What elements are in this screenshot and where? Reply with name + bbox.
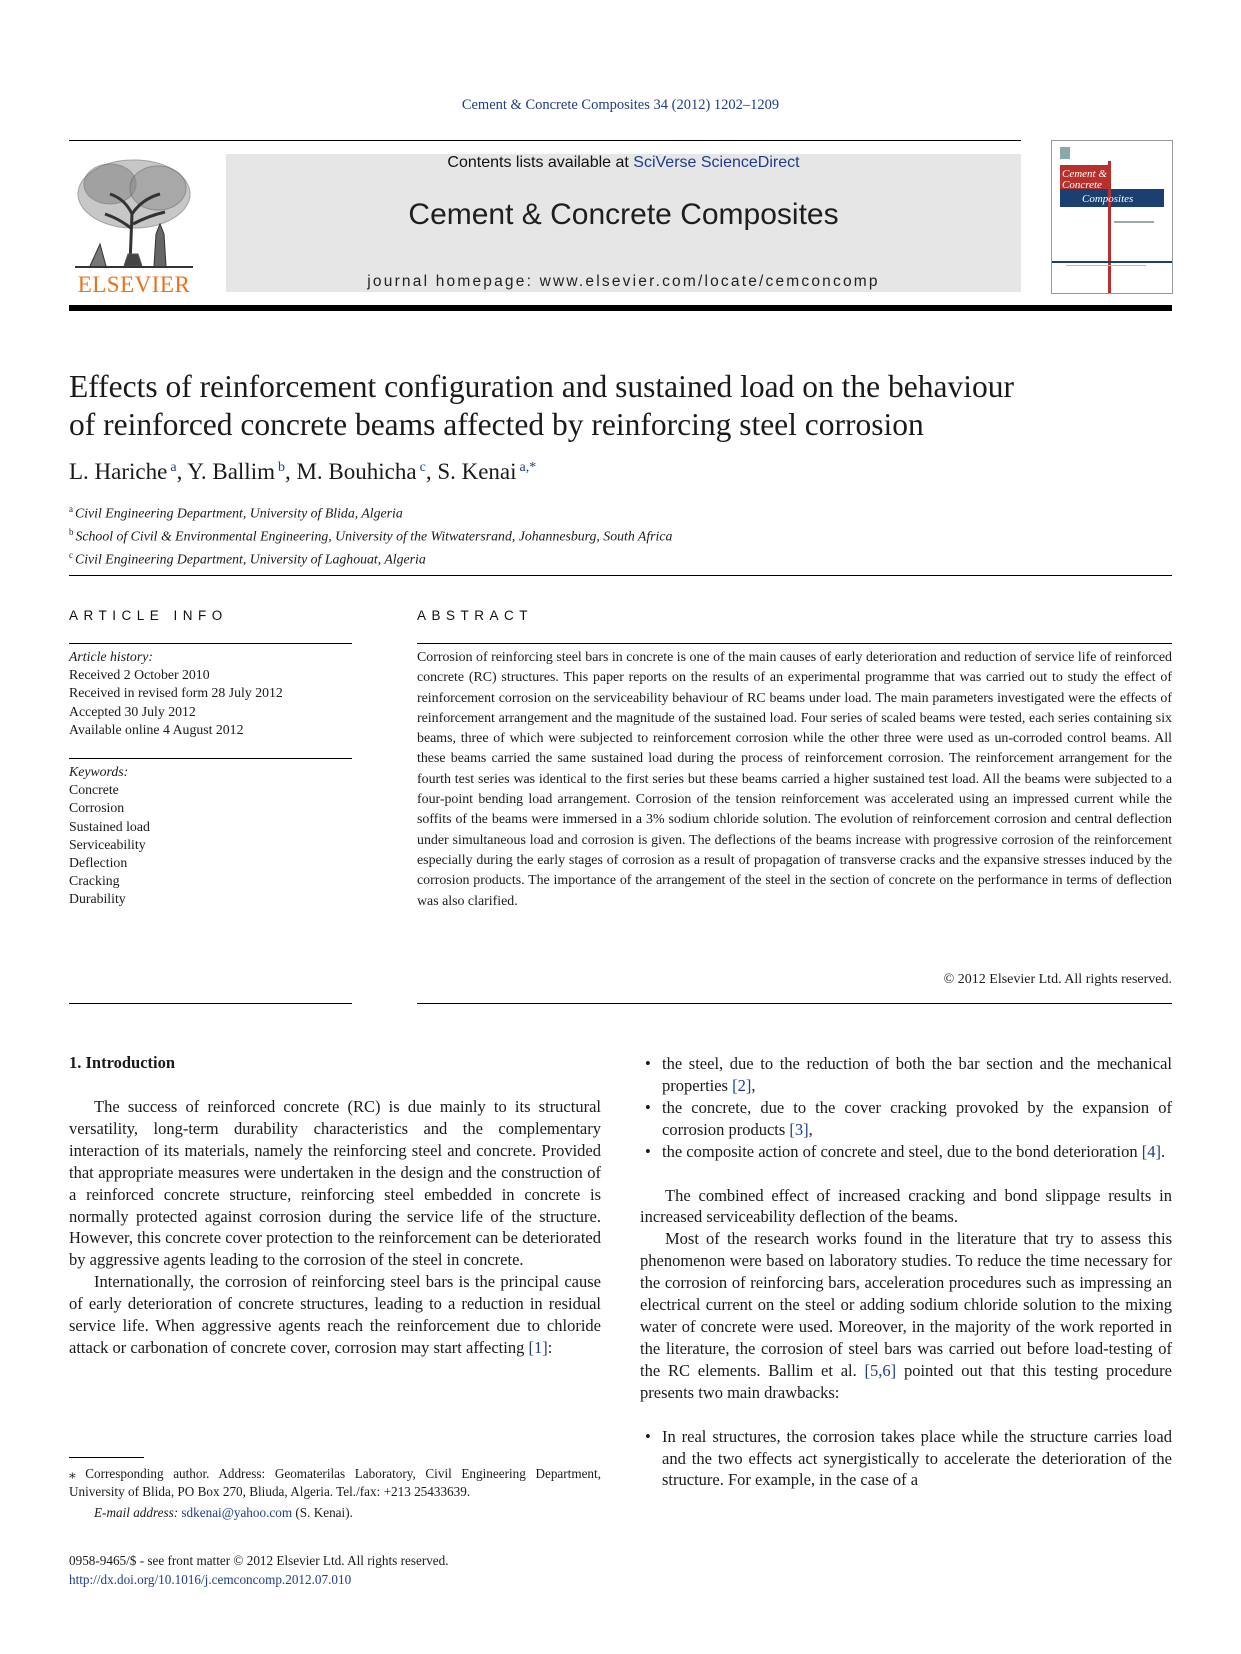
bullet-text: the composite action of concrete and steel, due to the bond deterioration xyxy=(662,1141,1142,1161)
affiliation-list xyxy=(69,500,672,569)
contents-prefix: Contents lists available at xyxy=(447,154,634,171)
bullet-list xyxy=(640,1426,1172,1492)
affiliation-item xyxy=(69,500,672,523)
contents-available-line xyxy=(226,154,1021,172)
body-paragraph: The success of reinforced concrete (RC) is due mainly to its structural versatility, long-term durability characteristics and the complementary interaction of its materials, namely the reinforcing steel and concrete. Provided that appropriate measures were undertaken in the design and the construction of a reinforced concrete structure, reinforcing steel embedded in concrete is normally protected against corrosion during the service life of the structure. However, this concrete cover protection to the reinforcement can be deteriorated by aggressive agents leading to the corrosion of the steel in concrete. xyxy=(69,1097,601,1270)
title-line-2: of reinforced concrete beams affected by reinforcing steel corrosion xyxy=(69,407,924,442)
paragraph-text: pointed out that this testing procedure presents two main drawbacks: xyxy=(640,1360,1172,1402)
author-name: S. Kenai xyxy=(437,459,517,484)
abstract-body: Corrosion of reinforcing steel bars in concrete is one of the main causes of early deterioration and reduction of service life of reinforced concrete (RC) structures. This paper reports on the results of an experimental programme that was carried out to study the effect of reinforcement corrosion on the serviceability behaviour of RC beams under load. The main parameters investigated were the effects of reinforcement arrangement and the magnitude of the sustained load. Four series of scaled beams were tested, each series containing six beams, three of which were subjected to reinforcement corrosion while the other three were used as un-corroded control beams. All these beams carried the same sustained load during the process of reinforcement corrosion. The reinforcement arrangement for the fourth test series was identical to the first series but these beams carried a higher sustained test load. All the beams were subjected to a four-point bending load arrangement. Corrosion of the tension reinforcement was accelerated using an impressed current while the soffits of the beams were immersed in a 3% sodium chloride solution. The evolution of reinforcement corrosion and central deflection under simultaneous load and corrosion is given. The deflections of the beams increase with progressive corrosion of the reinforcement especially during the early stages of corrosion as a result of propagation of transverse cracks and the expansive stresses induced by the corrosion products. The importance of the arrangement of the steel in the section of concrete on the performance in terms of deflection was also clarified. xyxy=(417,650,1172,909)
author-separator: , xyxy=(284,459,297,484)
author-name: L. Hariche xyxy=(69,459,168,484)
body-right-column xyxy=(640,1053,1172,1491)
issn-block xyxy=(69,1552,449,1589)
bullet-item xyxy=(640,1097,1172,1141)
bullet-item xyxy=(640,1141,1172,1163)
paragraph-text: : xyxy=(547,1337,553,1357)
affiliation-item xyxy=(69,523,672,546)
keywords-list xyxy=(69,763,150,909)
keyword-item: Sustained load xyxy=(69,818,150,834)
bullet-text: . xyxy=(1160,1141,1166,1161)
email-line xyxy=(69,1504,601,1522)
reference-link[interactable]: [4] xyxy=(1141,1141,1161,1161)
bullet-text: the concrete, due to the cover cracking provoked by the expansion of corrosion products xyxy=(662,1097,1172,1139)
keyword-item: Deflection xyxy=(69,855,128,871)
history-item: Accepted 30 July 2012 xyxy=(69,703,196,719)
sciencedirect-link[interactable]: SciVerse ScienceDirect xyxy=(633,154,800,171)
cover-artwork-icon xyxy=(1052,141,1172,293)
keyword-item: Corrosion xyxy=(69,800,125,816)
article-history xyxy=(69,648,283,739)
author-separator: , xyxy=(176,459,188,484)
author-affiliation-link[interactable]: c xyxy=(419,460,426,475)
corresponding-author-footnote xyxy=(69,1465,601,1523)
affiliation-marker: a xyxy=(69,504,73,514)
history-label: Article history: xyxy=(69,649,153,664)
journal-cover-thumbnail xyxy=(1051,140,1173,294)
abstract-copyright: © 2012 Elsevier Ltd. All rights reserved. xyxy=(943,972,1172,987)
body-paragraph: The combined effect of increased cracking and bond slippage results in increased serviceability deflection of the beams. xyxy=(640,1185,1172,1227)
bullet-text: , xyxy=(751,1075,756,1095)
body-paragraph xyxy=(640,1228,1172,1403)
reference-link[interactable]: [3] xyxy=(789,1119,809,1139)
affiliation-text: Civil Engineering Department, University of Laghouat, Algeria xyxy=(75,551,426,567)
elsevier-wordmark: ELSEVIER xyxy=(77,272,191,297)
cover-title-line-3: Composites xyxy=(1082,193,1134,205)
header-top-rule xyxy=(69,140,1021,141)
section-rule xyxy=(69,575,1172,576)
keyword-item: Durability xyxy=(69,891,126,907)
author-affiliation-link[interactable]: b xyxy=(277,460,285,475)
footnote-rule xyxy=(69,1457,144,1458)
reference-link[interactable]: [5,6] xyxy=(864,1360,897,1380)
info-rule xyxy=(69,643,352,644)
bullet-list xyxy=(640,1053,1172,1163)
paragraph-text: Most of the research works found in the literature that try to assess this phenomenon were based on laboratory studies. To reduce the time necessary for the corrosion of reinforcing bars, acceleration procedures such as impressing an electrical current on the steel or adding sodium chloride solution to the mixing water of concrete were used. Moreover, in the majority of the work reported in the literature, the corrosion of steel bars was carried out before load-testing of the RC elements. Ballim et al. xyxy=(640,1229,1172,1380)
author-affiliation-link[interactable]: a xyxy=(170,460,177,475)
article-info-heading: ARTICLE INFO xyxy=(69,608,228,623)
footnote-text: ⁎ Corresponding author. Address: Geomaterilas Laboratory, Civil Engineering Department, University of Blida, PO Box 270, Bliuda, Algeria. Tel./fax: +213 25433639. xyxy=(69,1466,601,1500)
bullet-item: • In real structures, the corrosion takes place while the structure carries load and the two effects act synergistically to accelerate the deterioration of the structure. For example, in the case of a xyxy=(640,1426,1172,1492)
author-name: Y. Ballim xyxy=(187,459,275,484)
bullet-text: the steel, due to the reduction of both the bar section and the mechanical properties xyxy=(662,1054,1172,1095)
history-item: Received 2 October 2010 xyxy=(69,667,210,683)
author-separator: , xyxy=(425,459,438,484)
abstract-rule xyxy=(417,643,1172,644)
title-line-1: Effects of reinforcement configuration and sustained load on the behaviour xyxy=(69,369,1014,404)
reference-link[interactable]: [1] xyxy=(528,1337,548,1357)
affiliation-marker: c xyxy=(69,550,73,561)
bullet-item xyxy=(640,1053,1172,1097)
affiliation-text: Civil Engineering Department, University of Blida, Algeria xyxy=(75,505,403,521)
abstract-rule xyxy=(417,1003,1172,1004)
email-suffix: (S. Kenai). xyxy=(292,1505,353,1521)
history-item: Available online 4 August 2012 xyxy=(69,721,244,737)
cover-title-line-2: Concrete xyxy=(1062,179,1102,191)
article-title xyxy=(69,368,1169,444)
reference-link[interactable]: [2] xyxy=(732,1075,752,1095)
keyword-item: Cracking xyxy=(69,873,120,889)
paragraph-text: Internationally, the corrosion of reinforcing steel bars is the principal cause of early deterioration of concrete structures, leading to a reduction in residual service life. When aggressive agents reach the reinforcement due to chloride attack or carbonation of concrete cover, corrosion may start affecting xyxy=(69,1272,601,1357)
affiliation-marker: b xyxy=(69,527,74,538)
author-name: M. Bouhicha xyxy=(296,459,417,484)
journal-name: Cement & Concrete Composites xyxy=(408,198,839,231)
info-rule xyxy=(69,758,352,759)
keyword-item: Serviceability xyxy=(69,836,146,852)
section-heading-introduction: 1. Introduction xyxy=(69,1053,176,1072)
affiliation-text: School of Civil & Environmental Engineering, University of the Witwatersrand, Johannesburg, South Africa xyxy=(75,528,673,544)
bullet-text: , xyxy=(808,1119,813,1139)
body-paragraph xyxy=(69,1271,601,1359)
author-affiliation-link[interactable]: a,* xyxy=(519,460,537,475)
body-left-column xyxy=(69,1096,601,1359)
affiliation-item xyxy=(69,546,672,569)
author-list xyxy=(69,459,536,485)
email-link[interactable]: sdkenai@yahoo.com xyxy=(181,1505,293,1521)
info-rule xyxy=(69,1003,352,1004)
keyword-item: Concrete xyxy=(69,782,119,798)
journal-homepage-link[interactable]: journal homepage: www.elsevier.com/locate/cemconcomp xyxy=(367,273,880,290)
doi-link[interactable]: http://dx.doi.org/10.1016/j.cemconcomp.2012.07.010 xyxy=(69,1571,352,1587)
history-item: Received in revised form 28 July 2012 xyxy=(69,685,283,701)
abstract-heading: ABSTRACT xyxy=(417,608,534,623)
header-thick-rule xyxy=(69,305,1172,311)
keywords-label: Keywords: xyxy=(69,764,129,779)
cover-title-line-1: Cement & xyxy=(1062,168,1107,180)
email-label: E-mail address: xyxy=(94,1505,182,1521)
issn-line: 0958-9465/$ - see front matter © 2012 Elsevier Ltd. All rights reserved. xyxy=(69,1553,449,1568)
journal-citation[interactable]: Cement & Concrete Composites 34 (2012) 1202–1209 xyxy=(461,97,780,113)
